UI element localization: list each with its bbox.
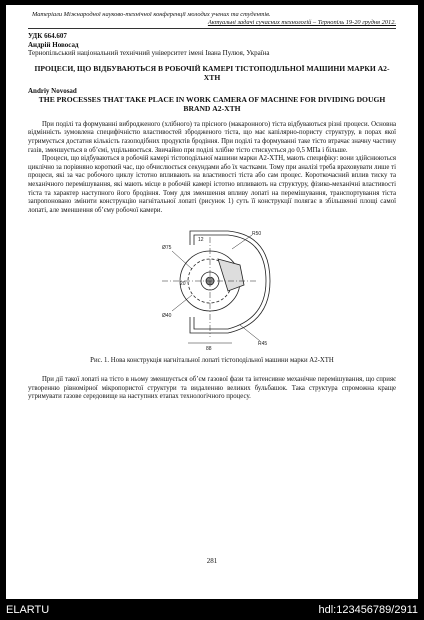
udk-code: УДК 664.607 — [28, 32, 67, 40]
dim-label: 88 — [206, 346, 212, 353]
title-en: THE PROCESSES THAT TAKE PLACE IN WORK CAMERA OF MACHINE FOR DIVIDING DOUGH BRAND А2-ХТН — [38, 94, 386, 113]
dim-label: Ø40 — [162, 313, 172, 320]
repository-name: ELARTU — [6, 604, 50, 616]
affiliation: Тернопільський національний технічний університет імені Івана Пулюя, Україна — [28, 49, 270, 58]
page-number: 281 — [206, 557, 218, 565]
figure-1 — [132, 225, 292, 353]
title-ua: ПРОЦЕСИ, ЩО ВІДБУВАЮТЬСЯ В РОБОЧІЙ КАМЕРІ ТІСТОПОДІЛЬНОЇ МАШИНИ МАРКИ А2-ХТН — [34, 63, 390, 82]
blade-drawing — [132, 225, 292, 353]
body-section-2 — [28, 376, 396, 402]
handle-id: hdl:123456789/2911 — [318, 604, 418, 616]
running-header — [28, 11, 396, 29]
paper-page — [6, 5, 418, 599]
article-meta — [28, 32, 396, 58]
paragraph: Процеси, що відбуваються в робочій камері тістоподільної машини марки А2-ХТН, мають специфіку: вони здійснюються циклічно за порівняно короткий час, що обчислюється секундами або їх частками. Тому при аналізі треба враховувати лише ті процеси, які за час робочого циклу істотно впливають на властивості тіста або сам процес. Короткочасний вплив тиску та механічного перемішування, які мають місце в робочій камері істотно впливають на структуру, фізико-механічні властивості тіста та характер наступного його бродіння. Тому для зменшення впливу лопаті на перемішування, транспортування тіста запропоновано змінити конструкцію нагнітальної лопаті (рисунок 1) суть її конструкції полягає в збільшенні площі самої лопаті, але зменшення об’єму робочої камери. — [28, 155, 396, 214]
dim-label: 12 — [198, 237, 204, 244]
dim-label: R50 — [252, 231, 262, 238]
header-line-2: Актуальні задачі сучасних технологій – Тернопіль 19-20 грудня 2012. — [207, 19, 396, 26]
header-line-1: Матеріали Міжнародної науково-технічної конференції молодих учених та студентів. — [32, 11, 271, 18]
figure-caption: Рис. 1. Нова конструкція нагнітальної лопаті тістоподільної машини марки А2-ХТН — [90, 357, 334, 365]
author-ua: Андрій Новосад — [28, 40, 79, 49]
author-en: Andriy Novosad — [28, 86, 77, 95]
dim-label: Ø75 — [162, 245, 172, 252]
body-section-1 — [28, 121, 396, 216]
dim-label: 20 — [180, 281, 186, 288]
blade — [218, 259, 244, 291]
paragraph: При поділі та формуванні виброджeного (хлібного) та прісного (макаронного) тіста відбуваються різні процеси. Основна відмінність зумовлена специфічністю властивостей збродженого тіста, що має капілярно-пористу структуру, в порах якої утримується достатня кількість газоподібних продуктів бродіння. При поділі та формуванні таке тісто втрачає значну частину газів, зменшується в об’ємі, ущільнюється. Звичайно при поділі хлібне тісто стискується до 0,5 МПа і більше. — [28, 120, 396, 154]
dim-label: R45 — [258, 341, 268, 348]
paragraph: При дії такої лопаті на тісто в ньому зменшується об’єм газової фази та інтенсивне механічне перемішування, що сприяє утворенню рівномірної мікропористої структури та видаленню великих бульбашок. Така структура спроможна краще утримувати газове середовище на наступних етапах технологічного процесу. — [28, 375, 396, 401]
viewer-footer — [0, 603, 424, 620]
